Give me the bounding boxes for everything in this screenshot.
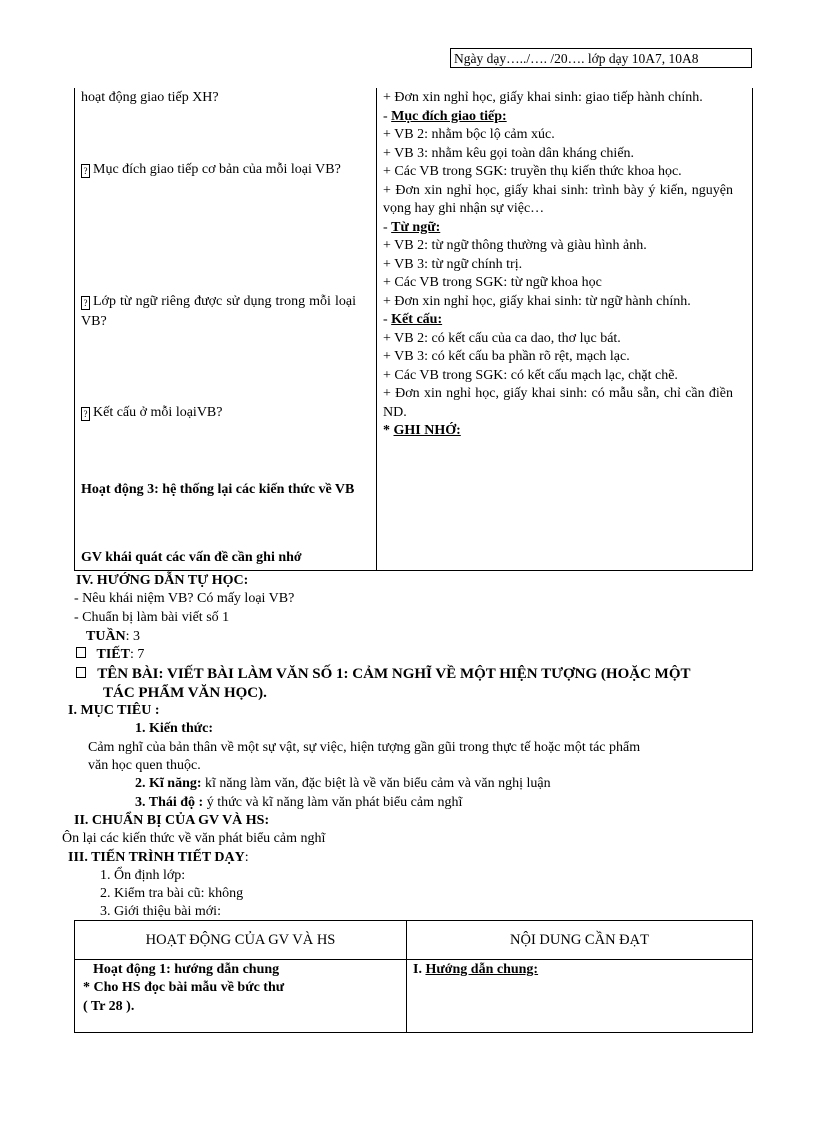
preparation-heading: II. CHUẨN BỊ CỦA GV VÀ HS:	[74, 813, 270, 828]
question-structure: ? Kết cấu ở mỗi loạiVB?	[81, 403, 356, 423]
objectives-heading: I. MỤC TIÊU :	[68, 703, 160, 718]
vocabulary-item: + VB 3: từ ngữ chính trị.	[383, 256, 523, 272]
self-study-item: - Chuẩn bị làm bài viết số 1	[74, 610, 230, 625]
vocabulary-item: + VB 2: từ ngữ thông thường và giàu hình ảnh.	[383, 238, 647, 253]
procedure-heading: III. TIẾN TRÌNH TIẾT DẠY:	[68, 850, 249, 865]
purpose-item: + VB 2: nhằm bộc lộ cảm xúc.	[383, 127, 555, 142]
procedure-step: 2. Kiểm tra bài cũ: không	[100, 886, 244, 901]
activity-1-task-cont: ( Tr 28 ).	[83, 999, 135, 1014]
self-study-item: - Nêu khái niệm VB? Có mấy loại VB?	[74, 591, 295, 606]
period-line: TIẾT: 7	[76, 646, 144, 664]
attitude-line: 3. Thái độ : ý thức và kĩ năng làm văn phát biểu cảm nghĩ	[135, 795, 463, 810]
section-heading-structure: - Kết cấu:	[383, 312, 443, 327]
right-column-content	[383, 89, 733, 441]
lesson-activities-table	[74, 920, 753, 1033]
left-text-continuation: hoạt động giao tiếp XH?	[81, 90, 219, 105]
purpose-item: + Đơn xin nghỉ học, giấy khai sinh: trình bày ý kiến, nguyện vọng hay ghi nhận sự việc…	[383, 182, 733, 216]
question-vocabulary: ? Lớp từ ngữ riêng được sử dụng trong mỗi loại VB?	[81, 294, 356, 329]
self-study-heading: IV. HƯỚNG DẪN TỰ HỌC:	[76, 573, 249, 588]
question-mark-icon: ?	[81, 296, 90, 310]
skills-line: 2. Kĩ năng: kĩ năng làm văn, đặc biệt là về văn biểu cảm và văn nghị luận	[135, 776, 551, 791]
activity-3-heading: Hoạt động 3: hệ thống lại các kiến thức về VB	[81, 482, 355, 497]
column-header-activities: HOẠT ĐỘNG CỦA GV VÀ HS	[145, 932, 336, 948]
purpose-item: + VB 3: nhằm kêu gọi toàn dân kháng chiến.	[383, 145, 635, 161]
week-line: TUẦN: 3	[86, 629, 141, 644]
knowledge-label: 1. Kiến thức:	[135, 721, 214, 736]
purpose-item: + Các VB trong SGK: truyền thụ kiến thức khoa học.	[383, 164, 682, 179]
procedure-step: 3. Giới thiệu bài mới:	[100, 904, 221, 919]
activity-1-heading: Hoạt động 1: hướng dẫn chung	[93, 962, 280, 977]
activity-content-table	[74, 88, 753, 571]
structure-item: + VB 3: có kết cấu ba phần rõ rệt, mạch lạc.	[383, 349, 630, 364]
remember-heading: * GHI NHỚ:	[383, 423, 461, 438]
checkbox-icon	[76, 667, 86, 678]
question-mark-icon: ?	[81, 407, 90, 421]
procedure-step: 1. Ổn định lớp:	[100, 868, 186, 883]
preparation-text: Ôn lại các kiến thức về văn phát biểu cảm nghĩ	[62, 831, 326, 846]
knowledge-text-cont: văn học quen thuộc.	[88, 758, 201, 773]
column-header-content: NỘI DUNG CẦN ĐẠT	[510, 932, 649, 948]
teaching-date-header: Ngày dạy…../…. /20…. lớp dạy 10A7, 10A8	[450, 48, 752, 68]
question-mark-icon: ?	[81, 164, 90, 178]
structure-item: + Đơn xin nghỉ học, giấy khai sinh: có mẫu sẵn, chỉ cần điền ND.	[383, 386, 733, 420]
vocabulary-item: + Các VB trong SGK: từ ngữ khoa học	[383, 275, 602, 290]
content-section-1: I. Hướng dẫn chung:	[413, 962, 539, 977]
vocabulary-item: + Đơn xin nghỉ học, giấy khai sinh: từ ngữ hành chính.	[383, 293, 691, 309]
teacher-summary-note: GV khái quát các vấn đề cần ghi nhớ	[81, 550, 302, 565]
table-divider	[376, 88, 377, 570]
lesson-title: TÊN BÀI: VIẾT BÀI LÀM VĂN SỐ 1: CẢM NGHĨ VỀ MỘT HIỆN TƯỢNG (HOẶC MỘT	[76, 665, 691, 683]
structure-item: + Các VB trong SGK: có kết cấu mạch lạc, chặt chẽ.	[383, 367, 678, 383]
checkbox-icon	[76, 647, 86, 658]
section-heading-vocabulary: - Từ ngữ:	[383, 219, 441, 235]
structure-item: + VB 2: có kết cấu của ca dao, thơ lục bát.	[383, 330, 621, 346]
admin-docs-communication: + Đơn xin nghỉ học, giấy khai sinh: giao tiếp hành chính.	[383, 90, 703, 105]
knowledge-text: Cảm nghĩ của bản thân về một sự vật, sự việc, hiện tượng gần gũi trong thực tế hoặc một tác phẩm	[88, 740, 641, 755]
activity-1-task: * Cho HS đọc bài mẫu về bức thư	[83, 980, 285, 995]
question-purpose: ? Mục đích giao tiếp cơ bản của mỗi loại VB?	[81, 160, 356, 180]
section-heading-purpose: - Mục đích giao tiếp:	[383, 108, 507, 124]
lesson-title-cont: TÁC PHẨM VĂN HỌC).	[103, 685, 267, 701]
table-header-divider	[75, 959, 752, 960]
